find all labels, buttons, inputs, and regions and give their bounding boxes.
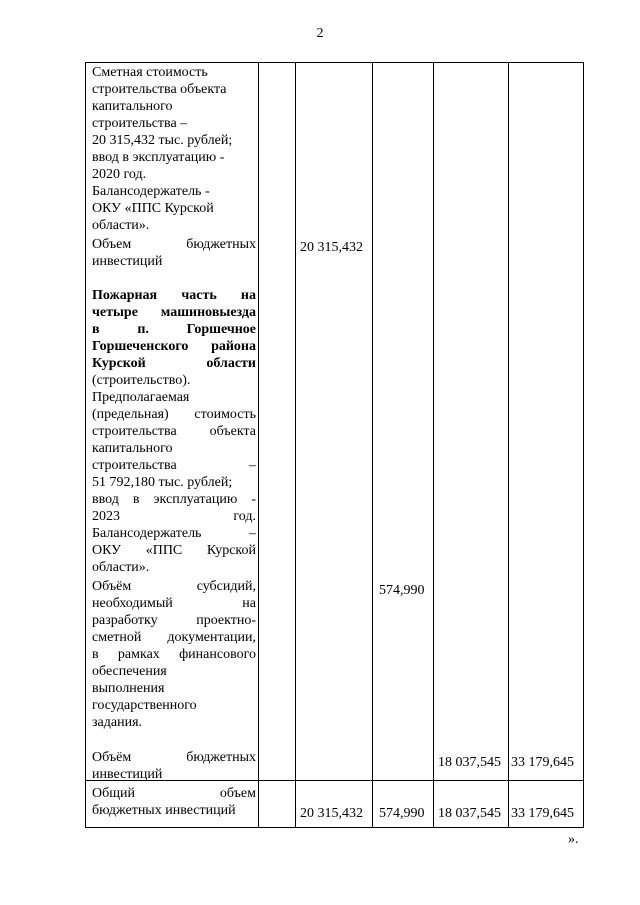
block3-line: инвестиций xyxy=(92,767,163,782)
block1-line: инвестиций xyxy=(92,254,163,269)
totals-col5: 33 179,645 xyxy=(511,806,574,821)
totals-col3: 574,990 xyxy=(379,806,425,821)
block3-line: Объём бюджетных xyxy=(92,750,256,765)
block2-line: задания. xyxy=(92,715,143,730)
table-col-divider-3 xyxy=(372,62,373,828)
table-border-right xyxy=(583,62,584,828)
table-col-divider-4 xyxy=(433,62,434,828)
block2-line: разработку проектно- xyxy=(92,613,256,628)
block2-line: сметной документации, xyxy=(92,630,256,645)
block2-line: 51 792,180 тыс. рублей; xyxy=(92,475,233,490)
block1-line: Объем бюджетных xyxy=(92,237,256,252)
table-row-divider-bottom xyxy=(85,827,584,828)
block1-line: строительства объекта xyxy=(92,82,227,97)
block2-line: капитального xyxy=(92,441,173,456)
block2-title-line: Пожарная часть на xyxy=(92,288,256,303)
block1-line: 20 315,432 тыс. рублей; xyxy=(92,133,233,148)
block1-line: строительства – xyxy=(92,116,188,131)
block2-line: необходимый на xyxy=(92,596,256,611)
totals-col4: 18 037,545 xyxy=(438,806,501,821)
block2-line: ввод в эксплуатацию - xyxy=(92,492,256,507)
block2-line: области». xyxy=(92,560,150,575)
block2-line: (строительство). xyxy=(92,373,191,388)
block2-title-line: в п. Горшечное xyxy=(92,322,256,337)
block2-line: государственного xyxy=(92,698,197,713)
block2-line: (предельная) стоимость xyxy=(92,407,256,422)
block2-line: Балансодержатель – xyxy=(92,526,256,541)
table-col-divider-2 xyxy=(295,62,296,828)
table-col-divider-5 xyxy=(508,62,509,828)
block2-line: Объём субсидий, xyxy=(92,579,256,594)
totals-line: бюджетных инвестиций xyxy=(92,803,236,818)
block1-line: ввод в эксплуатацию - xyxy=(92,150,225,165)
block2-line: выполнения xyxy=(92,681,165,696)
page-number: 2 xyxy=(316,26,324,41)
block2-line: строительства объекта xyxy=(92,424,256,439)
block2-line: строительства – xyxy=(92,458,256,473)
block2-line: ОКУ «ППС Курской xyxy=(92,543,256,558)
block3-value-col5: 33 179,645 xyxy=(511,755,574,770)
block2-line: обеспечения xyxy=(92,664,167,679)
block2-title-line: Горшеченского района xyxy=(92,339,256,354)
block2-line: Предполагаемая xyxy=(92,390,190,405)
table-row-divider-top xyxy=(85,62,584,63)
block2-value: 574,990 xyxy=(379,583,425,598)
block1-line: области». xyxy=(92,218,150,233)
block1-line: 2020 год. xyxy=(92,167,147,182)
closing-quote: ». xyxy=(568,832,579,847)
block2-line: в рамках финансового xyxy=(92,647,256,662)
block1-line: Балансодержатель - xyxy=(92,184,210,199)
totals-line: Общий объем xyxy=(92,786,256,801)
block1-line: ОКУ «ППС Курской xyxy=(92,201,214,216)
block1-value: 20 315,432 xyxy=(300,240,363,255)
block3-value-col4: 18 037,545 xyxy=(438,755,501,770)
block2-title-line: Курской области xyxy=(92,356,256,371)
block2-title-line: четыре машиновыезда xyxy=(92,305,256,320)
block2-line: 2023 год. xyxy=(92,509,256,524)
table-col-divider-1 xyxy=(258,62,259,828)
block1-line: капитального xyxy=(92,99,173,114)
totals-col2: 20 315,432 xyxy=(300,806,363,821)
block1-line: Сметная стоимость xyxy=(92,65,208,80)
table-border-left xyxy=(85,62,86,828)
